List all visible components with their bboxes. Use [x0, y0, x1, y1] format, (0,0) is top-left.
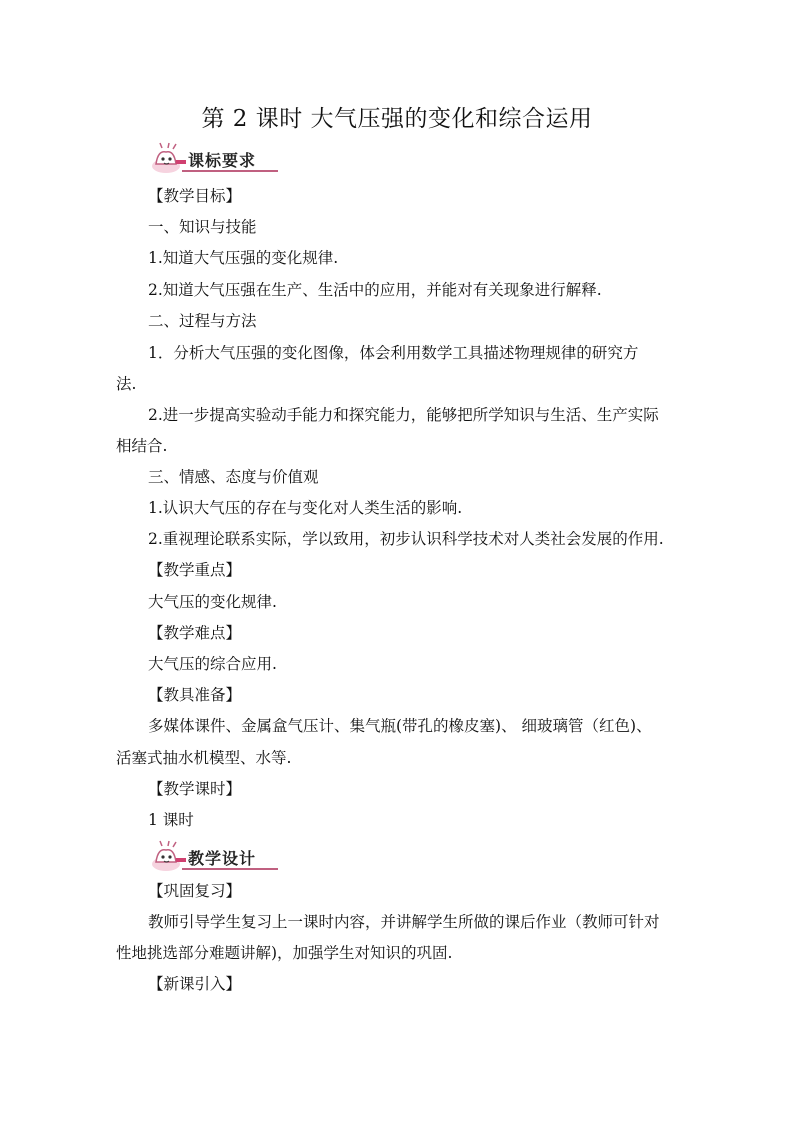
- text-line: 相结合.: [116, 437, 168, 455]
- text-line: 2.重视理论联系实际，学以致用，初步认识科学技术对人类社会发展的作用.: [148, 530, 664, 548]
- text-line: 1.知道大气压强的变化规律.: [148, 249, 339, 267]
- text-line: 1 课时: [148, 811, 194, 829]
- heading-teaching-aids: 【教具准备】: [148, 686, 242, 704]
- heading-class-hours: 【教学课时】: [148, 780, 242, 798]
- text-line: 大气压的变化规律.: [148, 593, 277, 611]
- heading-review: 【巩固复习】: [148, 882, 242, 900]
- heading-process-methods: 二、过程与方法: [148, 312, 257, 330]
- section-label: 教学设计: [188, 849, 257, 868]
- text-line: 2.进一步提高实验动手能力和探究能力，能够把所学知识与生活、生产实际: [148, 406, 659, 424]
- heading-knowledge-skills: 一、知识与技能: [148, 218, 257, 236]
- page-title: 第 2 课时 大气压强的变化和综合运用: [201, 106, 593, 132]
- text-line: 多媒体课件、金属盒气压计、集气瓶(带孔的橡皮塞)、 细玻璃管（红色)、: [148, 717, 652, 735]
- heading-new-lesson: 【新课引入】: [148, 975, 242, 993]
- heading-emotion-values: 三、情感、态度与价值观: [148, 468, 319, 486]
- text-line: 1．分析大气压强的变化图像，体会利用数学工具描述物理规律的研究方: [148, 344, 639, 362]
- heading-teaching-goals: 【教学目标】: [148, 187, 242, 205]
- text-line: 性地挑选部分难题讲解)，加强学生对知识的巩固.: [116, 944, 453, 962]
- text-line: 教师引导学生复习上一课时内容，并讲解学生所做的课后作业（教师可针对: [148, 913, 660, 931]
- section-header-curriculum: [148, 142, 278, 176]
- section-label: 课标要求: [188, 151, 257, 170]
- text-line: 法.: [116, 375, 137, 393]
- text-line: 2.知道大气压强在生产、生活中的应用，并能对有关现象进行解释.: [148, 281, 602, 299]
- text-line: 活塞式抽水机模型、水等.: [116, 749, 292, 767]
- heading-key-points: 【教学重点】: [148, 561, 242, 579]
- section-underline: [182, 170, 278, 172]
- heading-difficulties: 【教学难点】: [148, 624, 242, 642]
- section-header-design: [148, 840, 278, 874]
- text-line: 大气压的综合应用.: [148, 655, 277, 673]
- text-line: 1.认识大气压的存在与变化对人类生活的影响.: [148, 499, 463, 517]
- section-underline: [182, 868, 278, 870]
